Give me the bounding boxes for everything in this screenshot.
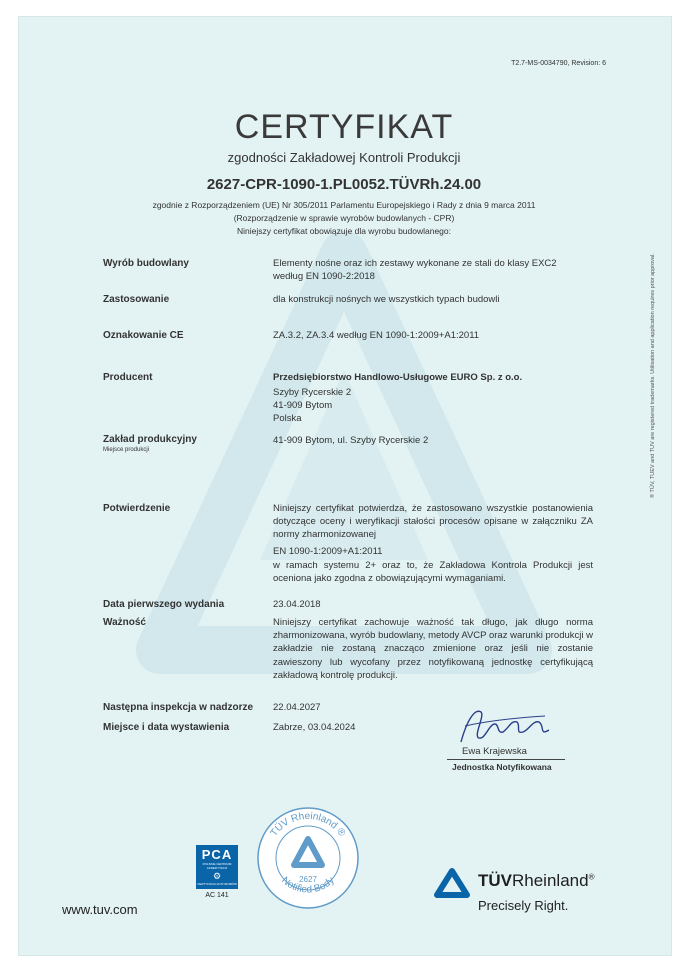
producer-label: Producent <box>103 372 153 383</box>
brand-name-rest: Rheinland <box>512 871 589 890</box>
usage-label: Zastosowanie <box>103 294 170 305</box>
first-issue-label: Data pierwszego wydania <box>103 599 225 610</box>
next-inspection-label: Następna inspekcja w nadzorze <box>103 702 254 713</box>
brand-name-bold: TÜV <box>478 871 512 890</box>
seal-top-text: TÜV Rheinland ® <box>268 810 348 839</box>
legal-basis-note: (Rozporządzenie w sprawie wyrobów budowlanych - CPR) <box>233 213 455 223</box>
pca-code: AC 141 <box>205 892 229 899</box>
pca-symbol-icon: ⚙ <box>212 871 222 881</box>
validity-value: Niniejszy certyfikat zachowuje ważność tak długo, jak długo norma zharmonizowana, wyrób budowlany, metody AVCP oraz warunki produkcji w zakładzie nie zostaną znacząco zmienione oraz jeśli nie zostanie zawieszony lub wycofany przez notyfikowaną jednostkę certyfikującą zakładową kontrolę produkcji. <box>273 617 593 681</box>
product-value: Elementy nośne oraz ich zestawy wykonane ze stali do klasy EXC2 według EN 1090-2:2018 <box>273 258 557 283</box>
brand-tagline: Precisely Right. <box>478 898 569 913</box>
validity-intro: Niniejszy certyfikat obowiązuje dla wyrobu budowlanego: <box>236 226 452 236</box>
validity-label: Ważność <box>103 617 146 628</box>
plant-label-text: Zakład produkcyjny <box>103 434 197 445</box>
pca-small-text: POLSKIE CENTRUM AKREDYTACJI <box>202 862 232 870</box>
next-inspection-value: 22.04.2027 <box>273 702 321 713</box>
plant-value: 41-909 Bytom, ul. Szyby Rycerskie 2 <box>273 435 429 446</box>
tuv-notified-body-seal <box>255 805 361 911</box>
signatory-name: Ewa Krajewska <box>462 746 527 757</box>
plant-sublabel: Miejsce produkcji <box>103 447 150 453</box>
certificate-number: 2627-CPR-1090-1.PL0052.TÜVRh.24.00 <box>206 176 482 193</box>
first-issue-value: 23.04.2018 <box>273 599 321 610</box>
place-date-label: Miejsce i data wystawienia <box>103 722 230 733</box>
legal-basis-line: zgodnie z Rozporządzeniem (UE) Nr 305/2011 Parlamentu Europejskiego i Rady z dnia 9 marca 2011 <box>152 200 536 210</box>
place-date-value: Zabrze, 03.04.2024 <box>273 722 356 733</box>
usage-value: dla konstrukcji nośnych we wszystkich typach budowli <box>273 294 500 305</box>
plant-label <box>103 434 197 453</box>
confirmation-label: Potwierdzenie <box>103 503 171 514</box>
confirmation-text: Niniejszy certyfikat potwierdza, że zastosowano wszystkie postanowienia dotyczące oceny i weryfikacji stałości procesów opisane w załączniku ZA normy zharmonizowanej <box>273 503 593 541</box>
signatory-role: Jednostka Notyfikowana <box>452 762 552 772</box>
confirmation-result: w ramach systemu 2+ oraz to, że Zakładowa Kontrola Produkcji jest oceniona jako zgodna z obowiązującymi wymaganiami. <box>273 560 593 585</box>
brand-name <box>478 871 594 891</box>
seal-number: 2627 <box>299 875 317 884</box>
producer-name: Przedsiębiorstwo Handlowo-Usługowe EURO Sp. z o.o. <box>273 372 523 383</box>
confirmation-standard: EN 1090-1:2009+A1:2011 <box>273 546 383 557</box>
website-link[interactable]: www.tuv.com <box>62 902 138 917</box>
producer-address: Szyby Rycerskie 2 41-909 Bytom Polska <box>273 387 352 425</box>
ce-marking-value: ZA.3.2, ZA.3.4 według EN 1090-1:2009+A1:2011 <box>273 330 480 341</box>
seal-bottom-text: Notified Body <box>279 875 337 896</box>
pca-accreditation-logo <box>196 845 238 899</box>
product-label: Wyrób budowlany <box>103 258 189 269</box>
tuv-triangle-logo-icon <box>433 867 471 899</box>
certificate-subtitle: zgodności Zakładowej Kontroli Produkcji <box>227 150 461 165</box>
pca-scope-text: CERTYFIKACJA WYROBÓW <box>197 882 237 886</box>
ce-marking-label: Oznakowanie CE <box>103 330 184 341</box>
certificate-title: CERTYFIKAT <box>234 108 454 146</box>
handwritten-signature <box>453 702 553 746</box>
trademark-note: ® TÜV, TUEV and TUV are registered trademarks. Utilisation and application requires prior approval. <box>650 253 656 498</box>
brand-registered: ® <box>588 872 595 882</box>
document-reference: T2.7-MS-0034790, Revision: 6 <box>511 60 606 67</box>
signature-line <box>447 759 565 760</box>
pca-logo-text: PCA <box>201 847 233 862</box>
